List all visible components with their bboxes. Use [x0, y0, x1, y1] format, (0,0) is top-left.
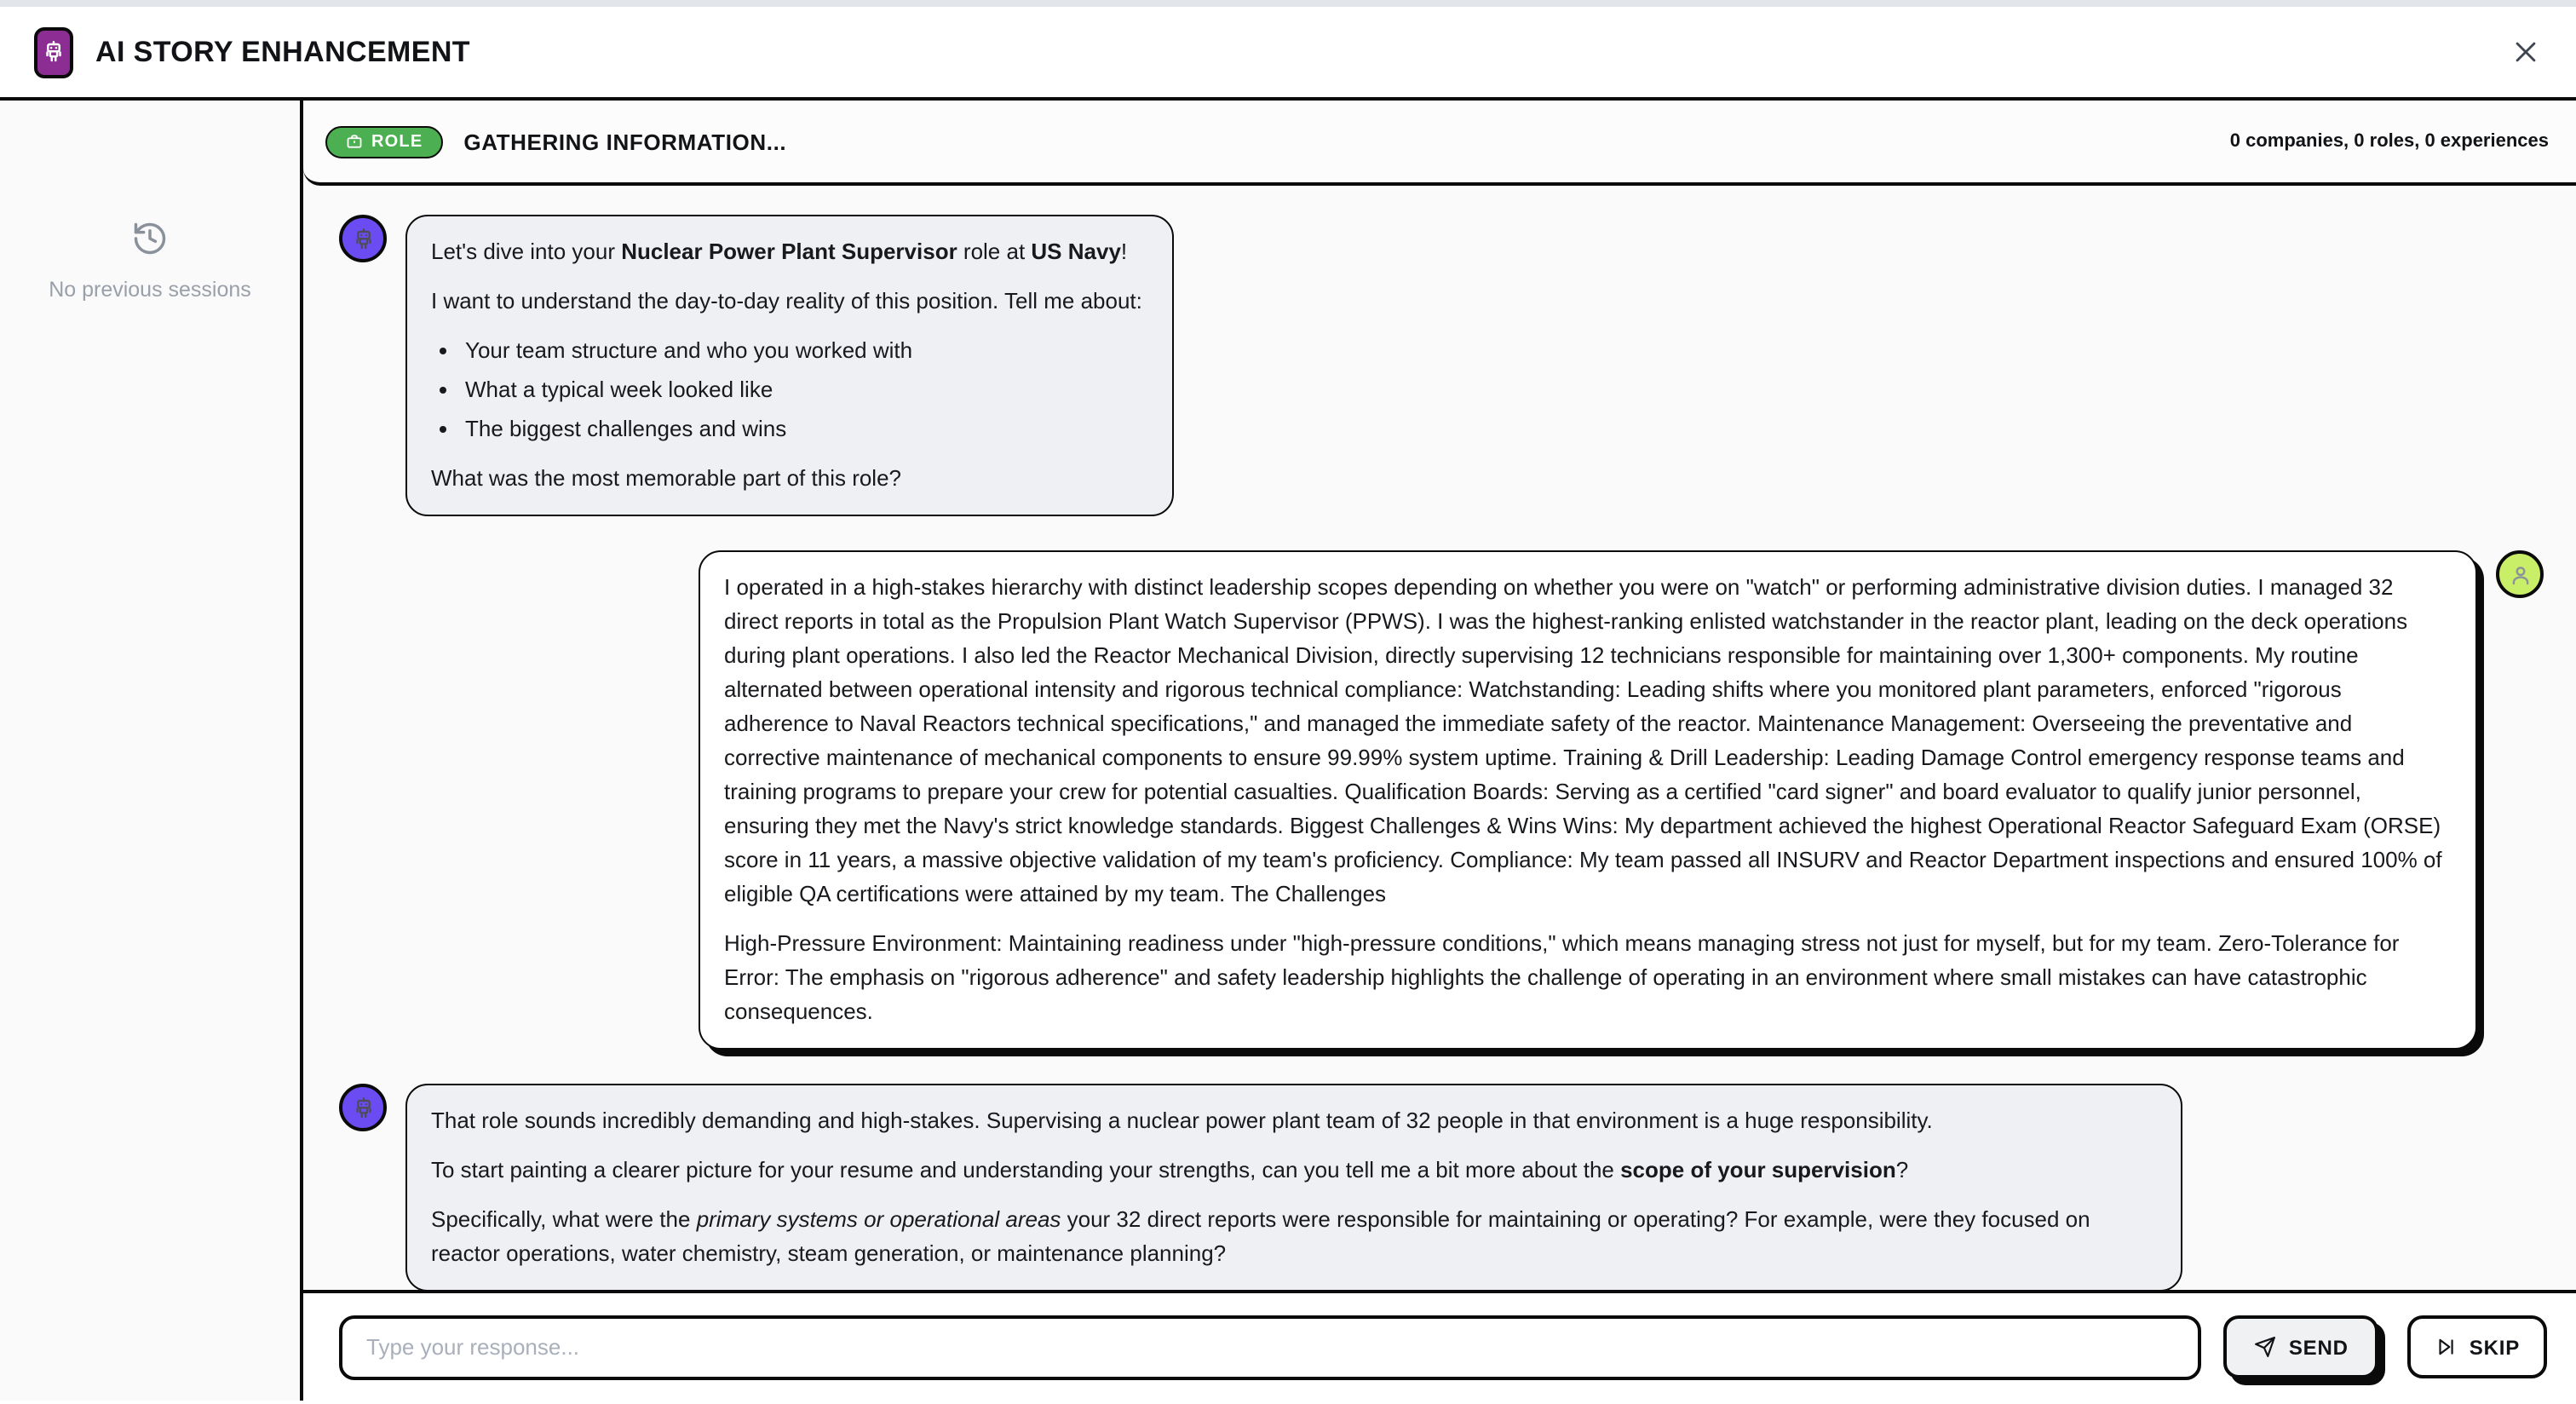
close-icon — [2510, 37, 2539, 66]
message-paragraph: That role sounds incredibly demanding and high-stakes. Supervising a nuclear power plant team of 32 people in that environment is a huge responsibility. — [431, 1108, 1933, 1134]
skip-button-label: SKIP — [2469, 1335, 2520, 1359]
message-list-item: • Your team structure and who you worked with — [465, 334, 1148, 368]
chat-message-user — [339, 550, 2544, 1050]
composer — [303, 1290, 2576, 1401]
send-button[interactable] — [2224, 1315, 2379, 1378]
message-bubble — [699, 550, 2477, 1050]
messages — [303, 186, 2576, 1290]
response-input[interactable] — [339, 1315, 2202, 1379]
role-badge — [325, 125, 443, 158]
chat-header — [303, 101, 2576, 186]
chat-panel — [303, 101, 2576, 1401]
message-list-item: • What a typical week looked like — [465, 373, 1148, 407]
send-icon — [2255, 1336, 2277, 1358]
session-stats: 0 companies, 0 roles, 0 experiences — [2229, 131, 2549, 152]
role-badge-label: ROLE — [371, 132, 423, 151]
message-list — [431, 334, 1148, 446]
message-paragraph: Let's dive into your Nuclear Power Plant Supervisor role at US Navy! — [431, 239, 1128, 264]
modal-header — [0, 7, 2576, 101]
skip-button[interactable] — [2408, 1315, 2547, 1378]
chat-message-ai — [339, 215, 2544, 516]
chat-message-ai — [339, 1085, 2544, 1290]
page-edge — [0, 0, 2576, 7]
send-button-label: SEND — [2288, 1335, 2349, 1359]
ai-avatar — [339, 1085, 387, 1132]
close-button[interactable] — [2504, 32, 2545, 72]
message-list-item: • The biggest challenges and wins — [465, 412, 1148, 446]
history-icon — [131, 220, 169, 257]
page-title: AI STORY ENHANCEMENT — [95, 35, 470, 67]
message-paragraph: To start painting a clearer picture for your resume and understanding your strengths, can you tell me a bit more about the scope of your supervision? — [431, 1157, 1909, 1183]
message-paragraph: I operated in a high-stakes hierarchy with distinct leadership scopes depending on whether you were on "watch" or performing administrative division duties. I managed 32 direct reports in total as the Propulsion Plant Watch Supervisor (PPWS). I was the highest-ranking enlisted watchstander in the reactor plant, leading on the deck operations during plant operations. I also led the Reactor Mechanical Division, directly supervising 12 technicians responsible for maintaining over 1,300+ components. My routine alternated between operational intensity and rigorous technical compliance: Watchstanding: Leading shifts where you monitored plant parameters, enforced "rigorous adherence to Naval Reactors technical specifications," and managed the immediate safety of the reactor. Maintenance Management: Overseeing the preventative and corrective maintenance of mechanical components to ensure 99.99% system uptime. Training & Drill Leadership: Leading Damage Control emergency response teams and training programs to prepare your crew for potential casualties. Qualification Boards: Serving as a certified "card signer" and board evaluator to qualify junior personnel, ensuring they met the Navy's strict knowledge standards. Biggest Challenges & Wins Wins: My department achieved the highest Operational Reactor Safeguard Exam (ORSE) score in 11 years, a massive objective validation of my team's proficiency. Compliance: My team passed all INSURV and Reactor Department inspections and ensured 100% of eligible QA certifications were attained by my team. The Challenges — [724, 574, 2442, 907]
message-bubble — [405, 1085, 2182, 1290]
user-avatar — [2496, 550, 2544, 598]
briefcase-icon — [346, 133, 363, 150]
message-paragraph: Specifically, what were the primary systems or operational areas your 32 direct reports were responsible for maintaining or operating? For example, were they focused on reactor operations, water chemistry, steam generation, or maintenance planning? — [431, 1206, 2090, 1267]
message-paragraph: What was the most memorable part of this role? — [431, 465, 902, 492]
robot-icon — [41, 39, 66, 65]
no-sessions-label: No previous sessions — [49, 278, 251, 302]
message-paragraph: I want to understand the day-to-day reality of this position. Tell me about: — [431, 288, 1142, 314]
message-bubble — [405, 215, 1174, 516]
app-logo — [34, 26, 73, 78]
sessions-sidebar — [0, 101, 303, 1401]
ai-avatar — [339, 215, 387, 262]
message-paragraph: High-Pressure Environment: Maintaining readiness under "high-pressure conditions," which means managing stress not just for myself, but for my team. Zero-Tolerance for Error: The emphasis on "rigorous adherence" and safety leadership highlights the challenge of operating in an environment where small mistakes can have catastrophic consequences. — [724, 930, 2400, 1025]
skip-forward-icon — [2435, 1336, 2458, 1358]
chat-status: GATHERING INFORMATION... — [463, 129, 787, 154]
